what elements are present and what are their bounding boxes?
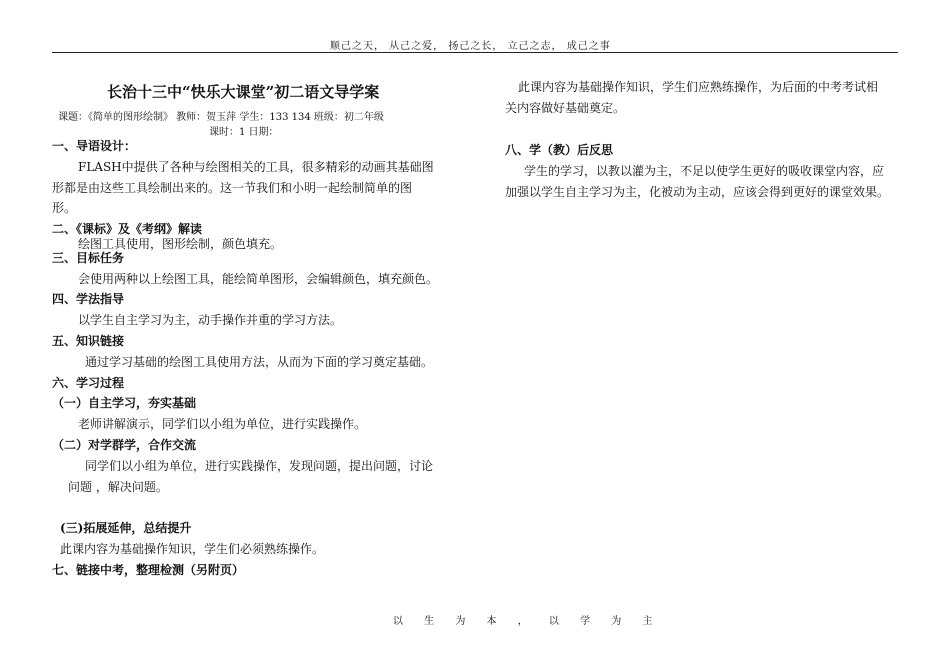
meta-line-1: 课题：《简单的图形绘制》 教师：贺玉萍 学生：133 134 班级：初二年级 xyxy=(58,112,384,123)
section-6-text: 同学们以小组为单位，进行实践操作，发现问题，提出问题，讨论 xyxy=(85,459,434,473)
header-divider xyxy=(52,52,898,53)
section-1-text: 形都是由这些工具绘制出来的。这一节我们和小明一起绘制简单的图 xyxy=(52,181,413,195)
section-2-text: 绘图工具使用，图形绘制，颜色填充。 xyxy=(78,237,283,251)
section-6-subheading: （一）自主学习，夯实基础 xyxy=(52,396,197,410)
section-6-subheading: (三)拓展延伸，总结提升 xyxy=(60,521,192,535)
section-4-heading: 四、学法指导 xyxy=(52,292,125,306)
section-1-heading: 一、导语设计： xyxy=(52,139,137,153)
section-8-text: 加强以学生自主学习为主，化被动为主动，应该会得到更好的课堂效果。 xyxy=(505,185,890,199)
section-5-heading: 五、知识链接 xyxy=(52,334,125,348)
header-motto: 顺己之天， 从己之爱， 扬己之长， 立己之志， 成己之事 xyxy=(330,41,611,52)
section-6-subheading: （二）对学群学，合作交流 xyxy=(52,438,197,452)
section-6-heading: 六、学习过程 xyxy=(52,376,125,390)
footer-motto: 以 生 为 本 ， 以 学 为 主 xyxy=(393,616,662,627)
section-6-text: 此课内容为基础操作知识，学生们必须熟练操作。 xyxy=(60,542,325,556)
section-8-text: 学生的学习，以教以灌为主，不足以使学生更好的吸收课堂内容，应 xyxy=(524,164,885,178)
section-8-heading: 八、学（教）后反思 xyxy=(505,143,614,157)
section-6-text: 问题 ，解决问题。 xyxy=(68,480,168,494)
meta-line-2: 课时：1 日期： xyxy=(209,127,279,138)
right-text: 此课内容为基础操作知识，学生们应熟练操作，为后面的中考考试相 xyxy=(518,80,879,94)
right-text: 关内容做好基础奠定。 xyxy=(505,101,626,115)
section-4-text: 以学生自主学习为主，动手操作并重的学习方法。 xyxy=(78,313,343,327)
section-3-heading: 三、目标任务 xyxy=(52,251,125,265)
section-7-heading: 七、链接中考，整理检测（另附页） xyxy=(52,563,245,577)
section-6-text: 老师讲解演示，同学们以小组为单位，进行实践操作。 xyxy=(78,417,367,431)
section-5-text: 通过学习基础的绘图工具使用方法，从而为下面的学习奠定基础。 xyxy=(85,355,434,369)
section-3-text: 会使用两种以上绘图工具，能绘简单图形，会编辑颜色，填充颜色。 xyxy=(78,272,439,286)
section-1-text: FLASH中提供了各种与绘图相关的工具，很多精彩的动画其基础图 xyxy=(78,160,434,174)
section-2-heading: 二、《课标》及《考纲》解读 xyxy=(52,222,203,236)
section-1-text: 形。 xyxy=(52,201,77,215)
page-title: 长治十三中“快乐大课堂”初二语文导学案 xyxy=(107,83,380,101)
